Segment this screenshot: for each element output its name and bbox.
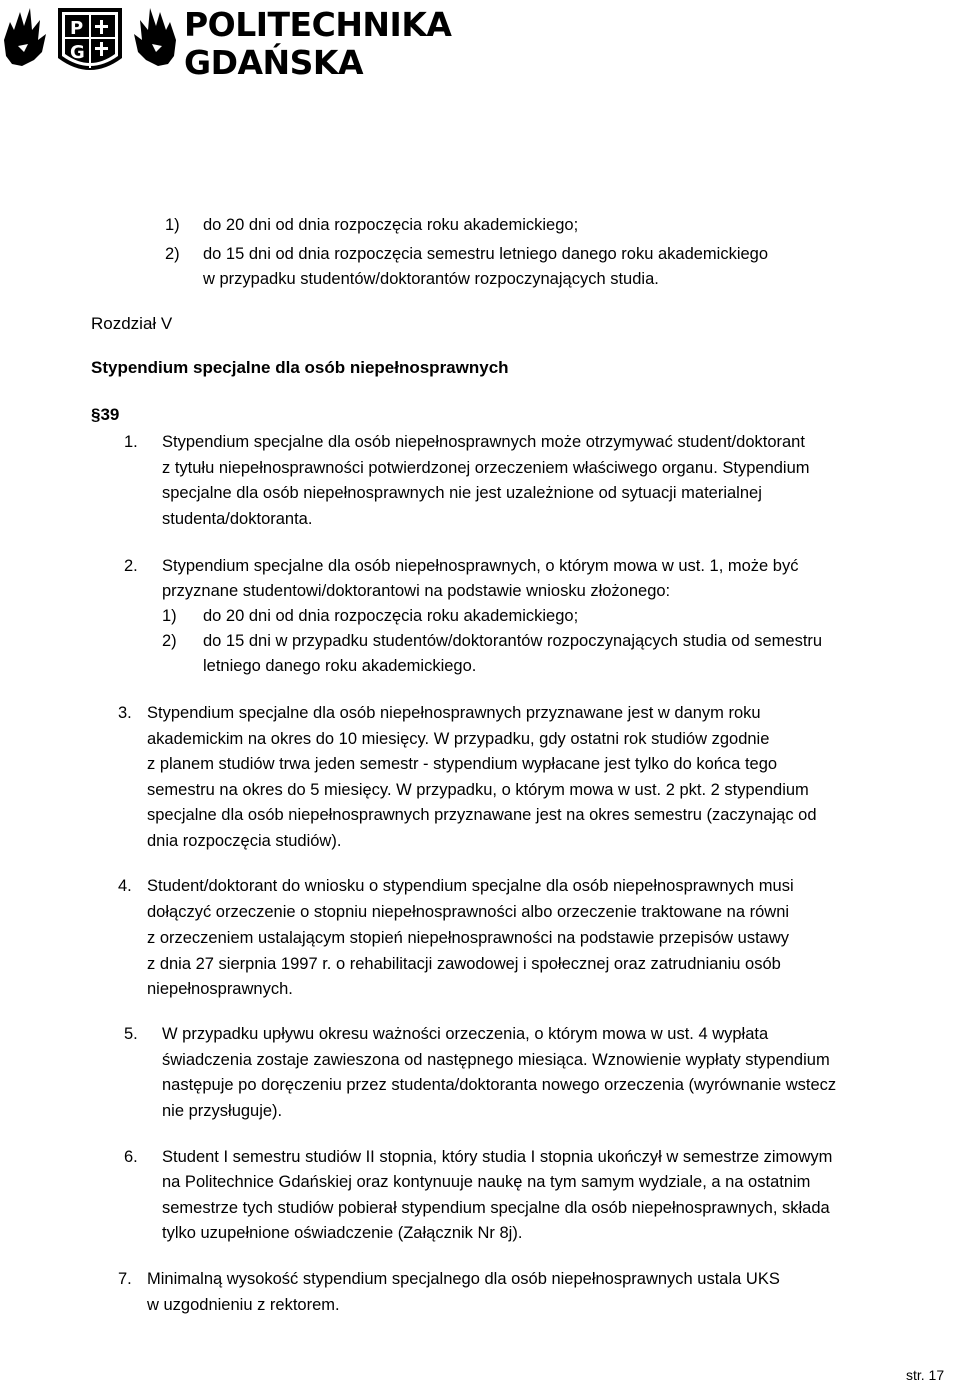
paragraph-6-line: tylko uzupełnione oświadczenie (Załącznik Nr 8j). xyxy=(162,1224,523,1242)
paragraph-5-line: następuje po doręczeniu przez studenta/doktoranta nowego orzeczenia (wyrównanie wstecz xyxy=(162,1076,837,1094)
paragraph-4-line: niepełnosprawnych. xyxy=(147,980,293,998)
paragraph-6-number: 6. xyxy=(124,1148,138,1166)
paragraph-7-line: Minimalną wysokość stypendium specjalnego dla osób niepełnosprawnych ustala UKS xyxy=(147,1270,780,1288)
section-number: 39 xyxy=(100,405,120,424)
paragraph-1-line: specjalne dla osób niepełnosprawnych nie jest uzależnione od sytuacji materialnej xyxy=(162,484,762,502)
logo-emblem-icon xyxy=(0,0,180,82)
paragraph-3-line: semestru na okres do 5 miesięcy. W przypadku, o którym mowa w ust. 2 pkt. 2 stypendium xyxy=(147,781,809,799)
paragraph-7-number: 7. xyxy=(118,1270,132,1288)
logo-line-2: GDAŃSKA xyxy=(184,43,364,82)
page-number: str. 17 xyxy=(906,1367,945,1383)
paragraph-4-line: dołączyć orzeczenie o stopniu niepełnosprawności albo orzeczenie traktowane na równi xyxy=(147,903,790,921)
paragraph-6-line: na Politechnice Gdańskiej oraz kontynuuje naukę na tym samym wydziale, a na ostatnim xyxy=(162,1173,811,1191)
paragraph-5-number: 5. xyxy=(124,1025,138,1043)
paragraph-1-line: z tytułu niepełnosprawności potwierdzonej orzeczeniem właściwego organu. Stypendium xyxy=(162,459,810,477)
paragraph-5-line: świadczenia zostaje zawieszona od następnego miesiąca. Wznowienie wypłaty stypendium xyxy=(162,1051,830,1069)
logo-wordmark xyxy=(184,6,451,82)
paragraph-5-line: W przypadku upływu okresu ważności orzeczenia, o którym mowa w ust. 4 wypłata xyxy=(162,1025,769,1043)
paragraph-2-line: Stypendium specjalne dla osób niepełnosprawnych, o którym mowa w ust. 1, może być xyxy=(162,557,799,575)
paragraph-1-number: 1. xyxy=(124,433,138,451)
section-heading xyxy=(91,405,119,425)
paragraph-2-sub-2-line-2: letniego danego roku akademickiego. xyxy=(203,657,477,675)
paragraph-3-line: specjalne dla osób niepełnosprawnych przyznawane jest na okres semestru (zaczynając od xyxy=(147,806,817,824)
paragraph-2-sub-2-line-1: do 15 dni w przypadku studentów/doktorantów rozpoczynających studia od semestru xyxy=(203,632,823,650)
logo-badge-letter-p: P xyxy=(70,18,84,39)
paragraph-2-sub-1-number: 1) xyxy=(162,607,177,625)
paragraph-4-line: Student/doktorant do wniosku o stypendium specjalne dla osób niepełnosprawnych musi xyxy=(147,877,794,895)
paragraph-3-line: z planem studiów trwa jeden semestr - stypendium wypłacane jest tylko do końca tego xyxy=(147,755,778,773)
chapter-label: Rozdział V xyxy=(91,314,173,333)
paragraph-4-number: 4. xyxy=(118,877,132,895)
top-list-item-2-line-1: do 15 dni od dnia rozpoczęcia semestru letniego danego roku akademickiego xyxy=(203,245,769,263)
paragraph-2-sub-1-text: do 20 dni od dnia rozpoczęcia roku akademickiego; xyxy=(203,607,579,625)
paragraph-1-line: studenta/doktoranta. xyxy=(162,510,313,528)
paragraph-2-line: przyznane studentowi/doktorantowi na podstawie wniosku złożonego: xyxy=(162,582,671,600)
chapter-title: Stypendium specjalne dla osób niepełnosprawnych xyxy=(91,358,509,377)
paragraph-7-line: w uzgodnieniu z rektorem. xyxy=(147,1296,340,1314)
paragraph-3-line: akademickim na okres do 10 miesięcy. W przypadku, gdy ostatni rok studiów zgodnie xyxy=(147,730,770,748)
paragraph-3-number: 3. xyxy=(118,704,132,722)
logo-badge-letter-g: G xyxy=(70,42,85,63)
paragraph-3-line: dnia rozpoczęcia studiów). xyxy=(147,832,342,850)
paragraph-6-line: semestrze tych studiów pobierał stypendium specjalne dla osób niepełnosprawnych, składa xyxy=(162,1199,830,1217)
paragraph-3-line: Stypendium specjalne dla osób niepełnosprawnych przyznawane jest w danym roku xyxy=(147,704,761,722)
section-symbol: § xyxy=(91,405,101,424)
paragraph-4-line: z orzeczeniem ustalającym stopień niepełnosprawności na podstawie przepisów ustawy xyxy=(147,929,789,947)
top-list-item-2-number: 2) xyxy=(165,245,180,263)
logo-line-1: POLITECHNIKA xyxy=(184,5,452,44)
paragraph-1-line: Stypendium specjalne dla osób niepełnosprawnych może otrzymywać student/doktorant xyxy=(162,433,805,451)
paragraph-6-line: Student I semestru studiów II stopnia, który studia I stopnia ukończył w semestrze zimowym xyxy=(162,1148,833,1166)
paragraph-2-sub-2-number: 2) xyxy=(162,632,177,650)
paragraph-2-number: 2. xyxy=(124,557,138,575)
top-list-item-2-line-2: w przypadku studentów/doktorantów rozpoczynających studia. xyxy=(203,270,659,288)
top-list-item-1-text: do 20 dni od dnia rozpoczęcia roku akademickiego; xyxy=(203,216,579,234)
paragraph-4-line: z dnia 27 sierpnia 1997 r. o rehabilitacji zawodowej i społecznej oraz zatrudnianiu osób xyxy=(147,955,781,973)
paragraph-5-line: nie przysługuje). xyxy=(162,1102,283,1120)
university-logo xyxy=(0,0,180,87)
top-list-item-1-number: 1) xyxy=(165,216,180,234)
